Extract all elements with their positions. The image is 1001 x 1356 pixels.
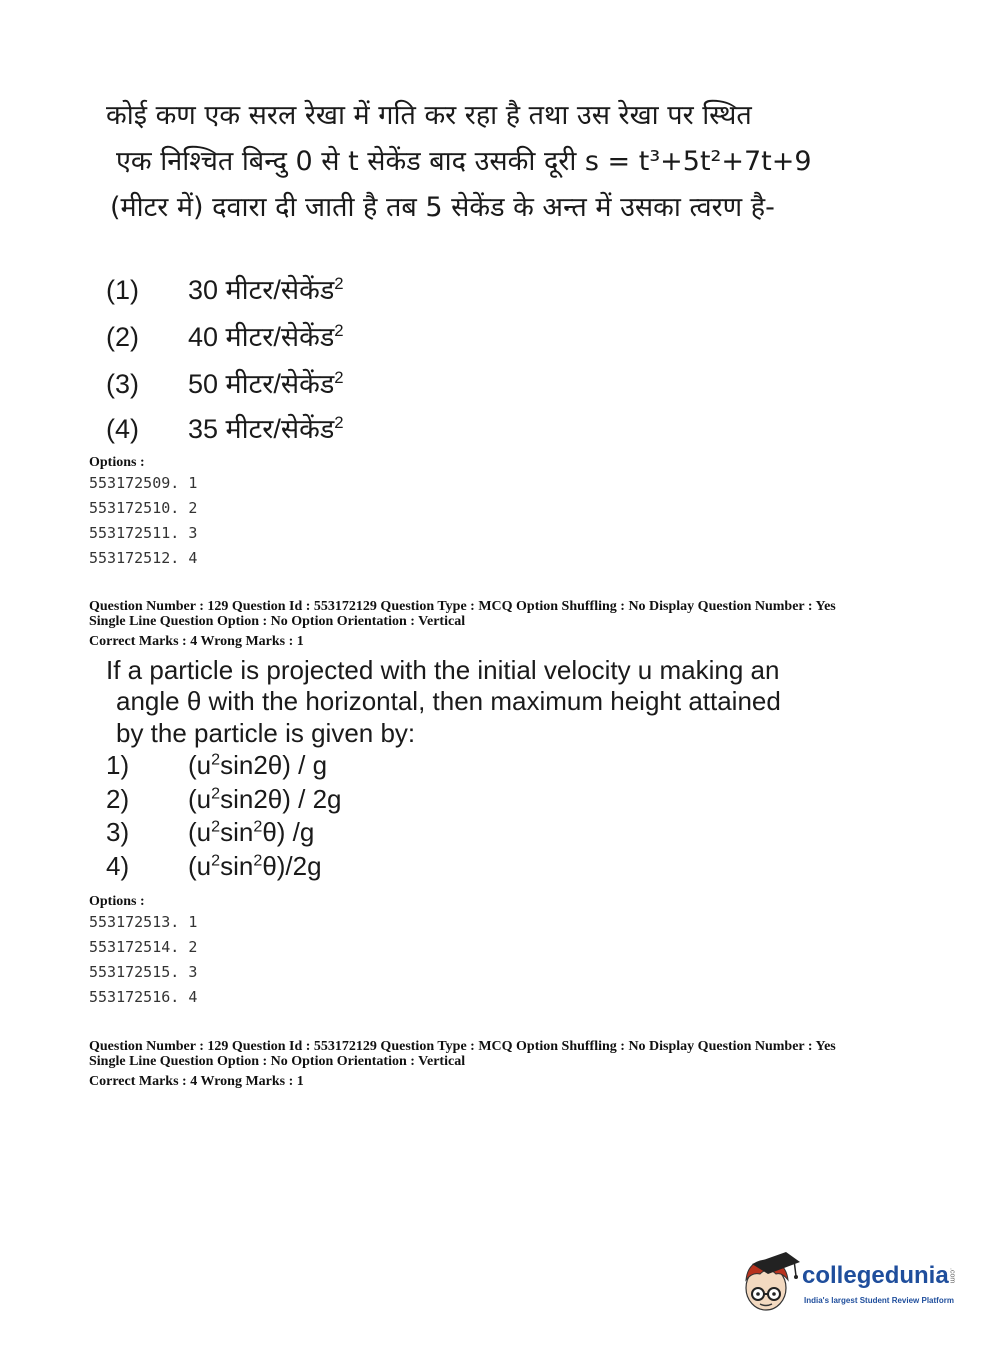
formula-superscript: 2 [253,851,263,870]
option-number: (2) [106,322,139,352]
question-2-line-2: angle θ with the horizontal, then maximum height attained [116,686,781,716]
formula-superscript: 2 [211,750,221,769]
option-superscript: 2 [334,274,344,293]
formula-part: (u [188,750,212,780]
question-marks: Correct Marks : 4 Wrong Marks : 1 [89,634,304,649]
question-1-line-3: (मीटर में) दवारा दी जाती है तब 5 सेकेंड के अन्त में उसका त्वरण है- [110,192,775,223]
options-label: Options : [89,894,145,909]
question-meta-line-1: Question Number : 129 Question Id : 553172129 Question Type : MCQ Option Shuffling : No Display Question Number : Yes [89,599,836,614]
option-id-6: 553172514. 2 [89,938,198,956]
question-meta-line-1: Question Number : 129 Question Id : 553172129 Question Type : MCQ Option Shuffling : No Display Question Number : Yes [89,1039,836,1054]
option-value: 35 मीटर/सेकेंड [188,414,335,444]
question-2-option-3 [106,817,314,848]
question-meta-line-2: Single Line Question Option : No Option Orientation : Vertical [89,614,466,629]
option-superscript: 2 [334,413,344,432]
formula-part: (u [188,851,212,881]
option-id-3: 553172511. 3 [89,524,198,542]
option-id-7: 553172515. 3 [89,963,198,981]
option-number: (1) [106,275,139,305]
logo-wordmark [802,1262,956,1290]
option-number: 3) [106,817,130,847]
formula-part: sin [220,817,254,847]
question-2-line-3: by the particle is given by: [116,718,416,748]
question-meta-line-2: Single Line Question Option : No Option Orientation : Vertical [89,1054,466,1069]
option-superscript: 2 [334,321,344,340]
question-1-option-1 [106,270,344,307]
option-id-5: 553172513. 1 [89,913,198,931]
formula-part: (u [188,784,212,814]
option-number: (3) [106,369,139,399]
logo-name: collegedunia [802,1262,949,1289]
formula-part: 2θ) / g [253,750,328,780]
question-marks: Correct Marks : 4 Wrong Marks : 1 [89,1074,304,1089]
formula-part: θ) /g [262,817,315,847]
question-1-line-1: कोई कण एक सरल रेखा में गति कर रहा है तथा उस रेखा पर स्थित [106,100,752,131]
option-number: 2) [106,784,130,814]
option-id-4: 553172512. 4 [89,549,198,567]
question-2-option-2 [106,784,342,815]
formula-superscript: 2 [211,784,221,803]
formula-superscript: 2 [211,851,221,870]
collegedunia-logo [738,1248,978,1320]
formula-superscript: 2 [211,817,221,836]
formula-part: sin [220,750,254,780]
option-id-2: 553172510. 2 [89,499,198,517]
logo-suffix: .com [948,1267,956,1283]
option-value: 50 मीटर/सेकेंड [188,369,335,399]
option-id-1: 553172509. 1 [89,474,198,492]
option-value: 30 मीटर/सेकेंड [188,275,335,305]
formula-part: 2θ) / 2g [253,784,342,814]
option-number: (4) [106,414,139,444]
question-1-option-4 [106,409,344,446]
formula-part: (u [188,817,212,847]
question-1-option-2 [106,317,344,354]
question-2-option-4 [106,851,322,882]
option-id-8: 553172516. 4 [89,988,198,1006]
formula-superscript: 2 [253,817,263,836]
question-2-option-1 [106,750,327,781]
question-1-line-2: एक निश्चित बिन्दु 0 से t सेकेंड बाद उसकी दूरी s = t³+5t²+7t+9 [116,146,812,177]
formula-part: sin [220,784,254,814]
option-number: 1) [106,750,130,780]
logo-tagline: India's largest Student Review Platform [804,1296,954,1305]
formula-part: sin [220,851,254,881]
question-1-option-3 [106,364,344,401]
formula-part: θ)/2g [262,851,322,881]
question-2-line-1: If a particle is projected with the initial velocity u making an [106,655,780,685]
option-superscript: 2 [334,368,344,387]
option-number: 4) [106,851,130,881]
options-label: Options : [89,455,145,470]
student-mascot-icon [738,1250,800,1314]
option-value: 40 मीटर/सेकेंड [188,322,335,352]
